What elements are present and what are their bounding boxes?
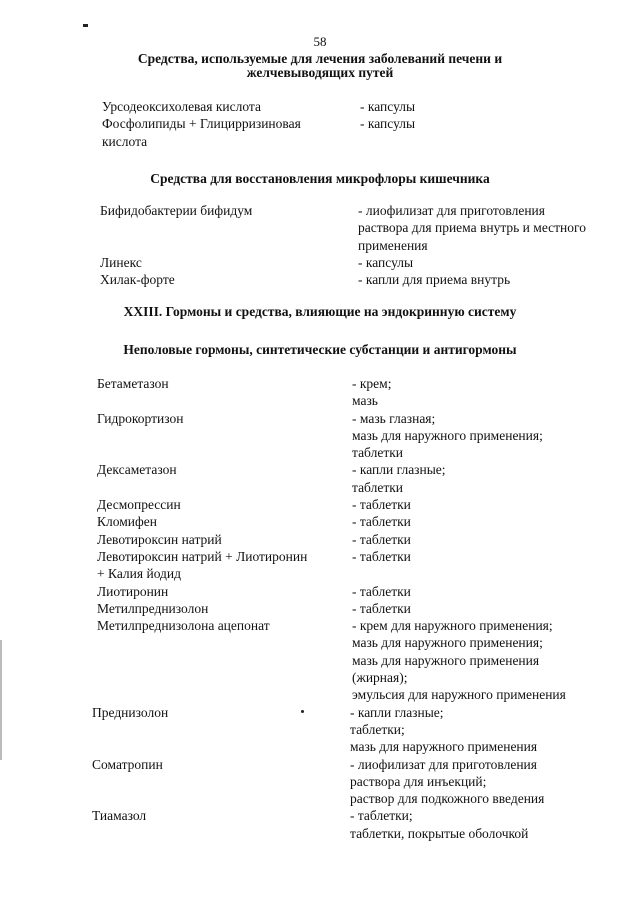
drug-row — [0, 98, 640, 115]
section-heading-microflora — [0, 172, 640, 186]
scan-speck — [301, 710, 304, 713]
drug-forms: - таблетки — [352, 548, 411, 564]
drug-row — [0, 115, 640, 149]
drug-row — [0, 271, 640, 288]
drug-forms: - капсулы — [360, 99, 416, 114]
drug-name: Линекс — [100, 254, 142, 270]
drug-row — [0, 531, 640, 548]
drug-row — [0, 410, 640, 462]
drug-forms: - таблетки — [352, 600, 411, 616]
drug-forms: - капсулы — [360, 116, 416, 132]
drug-forms: - таблетки; таблетки, покрытые оболочкой — [350, 808, 529, 841]
drug-row — [0, 756, 640, 808]
drug-forms: - лиофилизат для приготовления раствора для инъекций; раствор для подкожного введения — [350, 756, 545, 807]
heading-line: желчевыводящих путей — [246, 65, 394, 80]
drug-forms: - капсулы — [358, 254, 414, 270]
drug-name: Кломифен — [97, 514, 157, 530]
drug-name: Урсодеоксихолевая кислота — [102, 99, 261, 114]
drug-forms: - крем для наружного применения; мазь для наружного применения; мазь для наружного применения (жирная); эмульсия для наружного применения — [352, 618, 566, 703]
drug-name: Лиотиронин — [97, 583, 169, 599]
drug-row — [0, 461, 640, 496]
chapter-heading-hormones — [0, 305, 640, 319]
drug-list-hormones — [0, 375, 640, 842]
drug-forms: - таблетки — [352, 531, 411, 547]
drug-forms: - таблетки — [352, 514, 411, 530]
heading-line: XXIII. Гормоны и средства, влияющие на эндокринную систему — [123, 304, 517, 319]
drug-name: Преднизолон — [92, 704, 169, 720]
drug-row — [0, 254, 640, 271]
scan-speck — [83, 24, 88, 27]
heading-line: Неполовые гормоны, синтетические субстанции и антигормоны — [123, 342, 517, 357]
page-number: 58 — [313, 34, 327, 49]
drug-row — [0, 496, 640, 513]
drug-name: Дексаметазон — [97, 462, 177, 478]
drug-forms: - таблетки — [352, 583, 411, 599]
drug-row — [0, 548, 640, 583]
drug-forms: - мазь глазная; мазь для наружного применения; таблетки — [352, 410, 543, 461]
drug-name: Соматропин — [92, 756, 163, 772]
drug-forms: - капли глазные; таблетки; мазь для наружного применения — [350, 704, 538, 755]
drug-row — [0, 202, 640, 254]
drug-forms: - таблетки — [352, 497, 411, 513]
drug-forms: - капли глазные; таблетки — [352, 462, 446, 495]
heading-line: Средства для восстановления микрофлоры кишечника — [150, 171, 490, 186]
drug-row — [0, 617, 640, 703]
drug-name: Левотироксин натрий — [97, 531, 222, 547]
drug-name: Гидрокортизон — [97, 410, 184, 426]
drug-name: Десмопрессин — [97, 497, 181, 513]
section-heading-nonsex-hormones — [0, 343, 640, 357]
drug-name: Фосфолипиды + Глицирризиновая кислота — [102, 116, 301, 149]
section-heading-liver — [0, 52, 640, 80]
drug-row — [0, 375, 640, 410]
drug-name: Бифидобактерии бифидум — [100, 203, 253, 218]
drug-forms: - капли для приема внутрь — [358, 272, 511, 288]
heading-line: Средства, используемые для лечения заболеваний печени и — [137, 51, 503, 66]
drug-name: Левотироксин натрий + Лиотиронин + Калия йодид — [97, 548, 308, 582]
drug-name: Тиамазол — [92, 808, 147, 824]
drug-name: Метилпреднизолона ацепонат — [97, 618, 270, 634]
drug-row — [0, 600, 640, 617]
drug-row — [0, 807, 640, 842]
drug-forms: - лиофилизат для приготовления раствора для приема внутрь и местного применения — [358, 203, 586, 253]
drug-name: Хилак-форте — [100, 272, 175, 288]
drug-row — [0, 583, 640, 600]
drug-name: Бетаметазон — [97, 376, 169, 391]
drug-name: Метилпреднизолон — [97, 600, 209, 616]
scan-edge — [0, 640, 2, 760]
drug-list-liver — [0, 98, 640, 149]
drug-row — [0, 704, 640, 756]
drug-forms: - крем; мазь — [352, 376, 392, 409]
drug-row — [0, 513, 640, 530]
drug-list-microflora — [0, 202, 640, 288]
